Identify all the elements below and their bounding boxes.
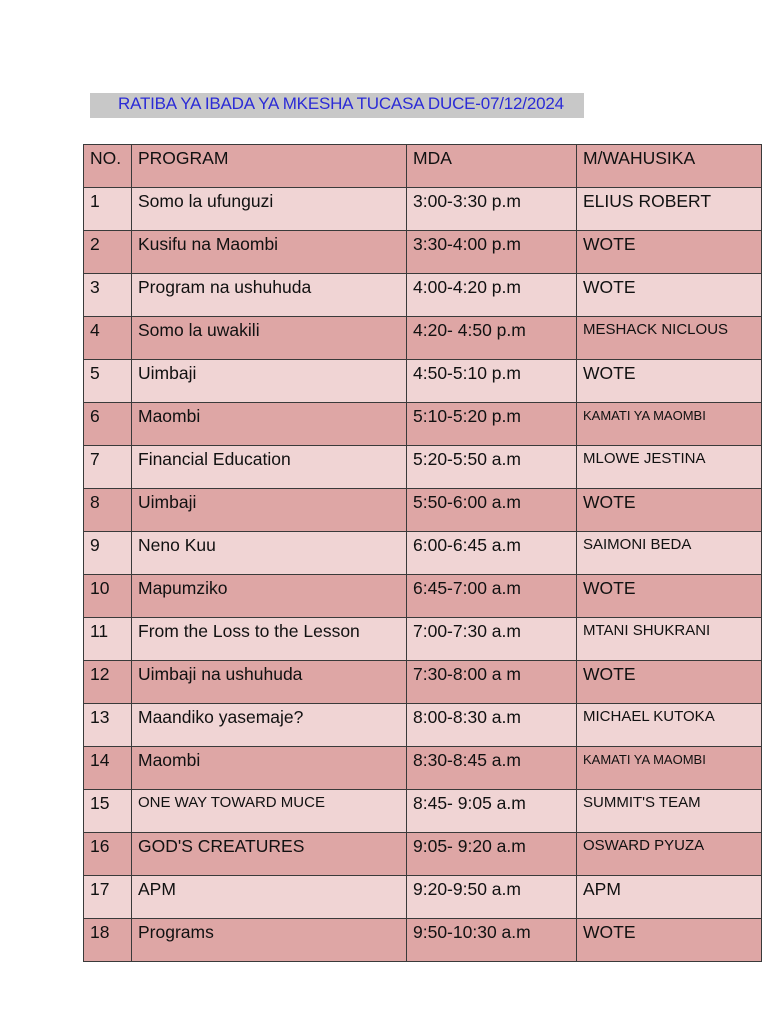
time-slot: 8:30-8:45 a.m	[407, 747, 577, 790]
responsible-person: OSWARD PYUZA	[577, 833, 762, 876]
row-number: 4	[84, 317, 132, 360]
responsible-person: WOTE	[577, 274, 762, 317]
table-row	[84, 661, 762, 704]
responsible-person: MLOWE JESTINA	[577, 446, 762, 489]
responsible-person: KAMATI YA MAOMBI	[577, 403, 762, 446]
row-number: 10	[84, 575, 132, 618]
row-number: 8	[84, 489, 132, 532]
row-number: 18	[84, 919, 132, 962]
program-name: ONE WAY TOWARD MUCE	[132, 790, 407, 833]
row-number: 17	[84, 876, 132, 919]
time-slot: 5:10-5:20 p.m	[407, 403, 577, 446]
table-row	[84, 231, 762, 274]
row-number: 13	[84, 704, 132, 747]
program-name: Neno Kuu	[132, 532, 407, 575]
row-number: 9	[84, 532, 132, 575]
table-row	[84, 618, 762, 661]
row-number: 12	[84, 661, 132, 704]
table-row	[84, 188, 762, 231]
program-name: Maombi	[132, 747, 407, 790]
program-name: GOD'S CREATURES	[132, 833, 407, 876]
table-row	[84, 704, 762, 747]
header-program: PROGRAM	[132, 145, 407, 188]
program-name: Uimbaji na ushuhuda	[132, 661, 407, 704]
time-slot: 7:30-8:00 a m	[407, 661, 577, 704]
responsible-person: SUMMIT'S TEAM	[577, 790, 762, 833]
program-name: APM	[132, 876, 407, 919]
header-mda: MDA	[407, 145, 577, 188]
program-name: Uimbaji	[132, 360, 407, 403]
responsible-person: WOTE	[577, 575, 762, 618]
program-name: Somo la ufunguzi	[132, 188, 407, 231]
title-highlight	[90, 93, 584, 118]
table-row	[84, 790, 762, 833]
program-name: Maandiko yasemaje?	[132, 704, 407, 747]
row-number: 6	[84, 403, 132, 446]
responsible-person: MTANI SHUKRANI	[577, 618, 762, 661]
table-row	[84, 317, 762, 360]
row-number: 1	[84, 188, 132, 231]
time-slot: 5:50-6:00 a.m	[407, 489, 577, 532]
table-row	[84, 274, 762, 317]
table-row	[84, 532, 762, 575]
time-slot: 3:30-4:00 p.m	[407, 231, 577, 274]
row-number: 15	[84, 790, 132, 833]
row-number: 11	[84, 618, 132, 661]
table-row	[84, 747, 762, 790]
responsible-person: MICHAEL KUTOKA	[577, 704, 762, 747]
time-slot: 9:05- 9:20 a.m	[407, 833, 577, 876]
time-slot: 8:00-8:30 a.m	[407, 704, 577, 747]
row-number: 2	[84, 231, 132, 274]
time-slot: 6:00-6:45 a.m	[407, 532, 577, 575]
time-slot: 7:00-7:30 a.m	[407, 618, 577, 661]
page-title: RATIBA YA IBADA YA MKESHA TUCASA DUCE-07/12/2024	[118, 94, 564, 113]
time-slot: 3:00-3:30 p.m	[407, 188, 577, 231]
time-slot: 9:50-10:30 a.m	[407, 919, 577, 962]
row-number: 14	[84, 747, 132, 790]
program-name: Mapumziko	[132, 575, 407, 618]
time-slot: 4:50-5:10 p.m	[407, 360, 577, 403]
time-slot: 8:45- 9:05 a.m	[407, 790, 577, 833]
program-name: Programs	[132, 919, 407, 962]
responsible-person: KAMATI YA MAOMBI	[577, 747, 762, 790]
table-row	[84, 833, 762, 876]
table-row	[84, 876, 762, 919]
row-number: 16	[84, 833, 132, 876]
program-name: Financial Education	[132, 446, 407, 489]
row-number: 5	[84, 360, 132, 403]
header-row	[84, 145, 762, 188]
responsible-person: MESHACK NICLOUS	[577, 317, 762, 360]
responsible-person: ELIUS ROBERT	[577, 188, 762, 231]
table-row	[84, 489, 762, 532]
responsible-person: WOTE	[577, 919, 762, 962]
time-slot: 9:20-9:50 a.m	[407, 876, 577, 919]
table-row	[84, 575, 762, 618]
program-name: From the Loss to the Lesson	[132, 618, 407, 661]
responsible-person: WOTE	[577, 489, 762, 532]
program-name: Program na ushuhuda	[132, 274, 407, 317]
row-number: 7	[84, 446, 132, 489]
time-slot: 4:00-4:20 p.m	[407, 274, 577, 317]
time-slot: 6:45-7:00 a.m	[407, 575, 577, 618]
program-name: Maombi	[132, 403, 407, 446]
responsible-person: WOTE	[577, 231, 762, 274]
program-name: Kusifu na Maombi	[132, 231, 407, 274]
responsible-person: SAIMONI BEDA	[577, 532, 762, 575]
schedule-table	[83, 144, 762, 962]
table-row	[84, 919, 762, 962]
table-row	[84, 360, 762, 403]
row-number: 3	[84, 274, 132, 317]
responsible-person: APM	[577, 876, 762, 919]
header-no: NO.	[84, 145, 132, 188]
program-name: Uimbaji	[132, 489, 407, 532]
responsible-person: WOTE	[577, 360, 762, 403]
program-name: Somo la uwakili	[132, 317, 407, 360]
table-row	[84, 446, 762, 489]
header-wahusika: M/WAHUSIKA	[577, 145, 762, 188]
table-row	[84, 403, 762, 446]
time-slot: 5:20-5:50 a.m	[407, 446, 577, 489]
time-slot: 4:20- 4:50 p.m	[407, 317, 577, 360]
responsible-person: WOTE	[577, 661, 762, 704]
